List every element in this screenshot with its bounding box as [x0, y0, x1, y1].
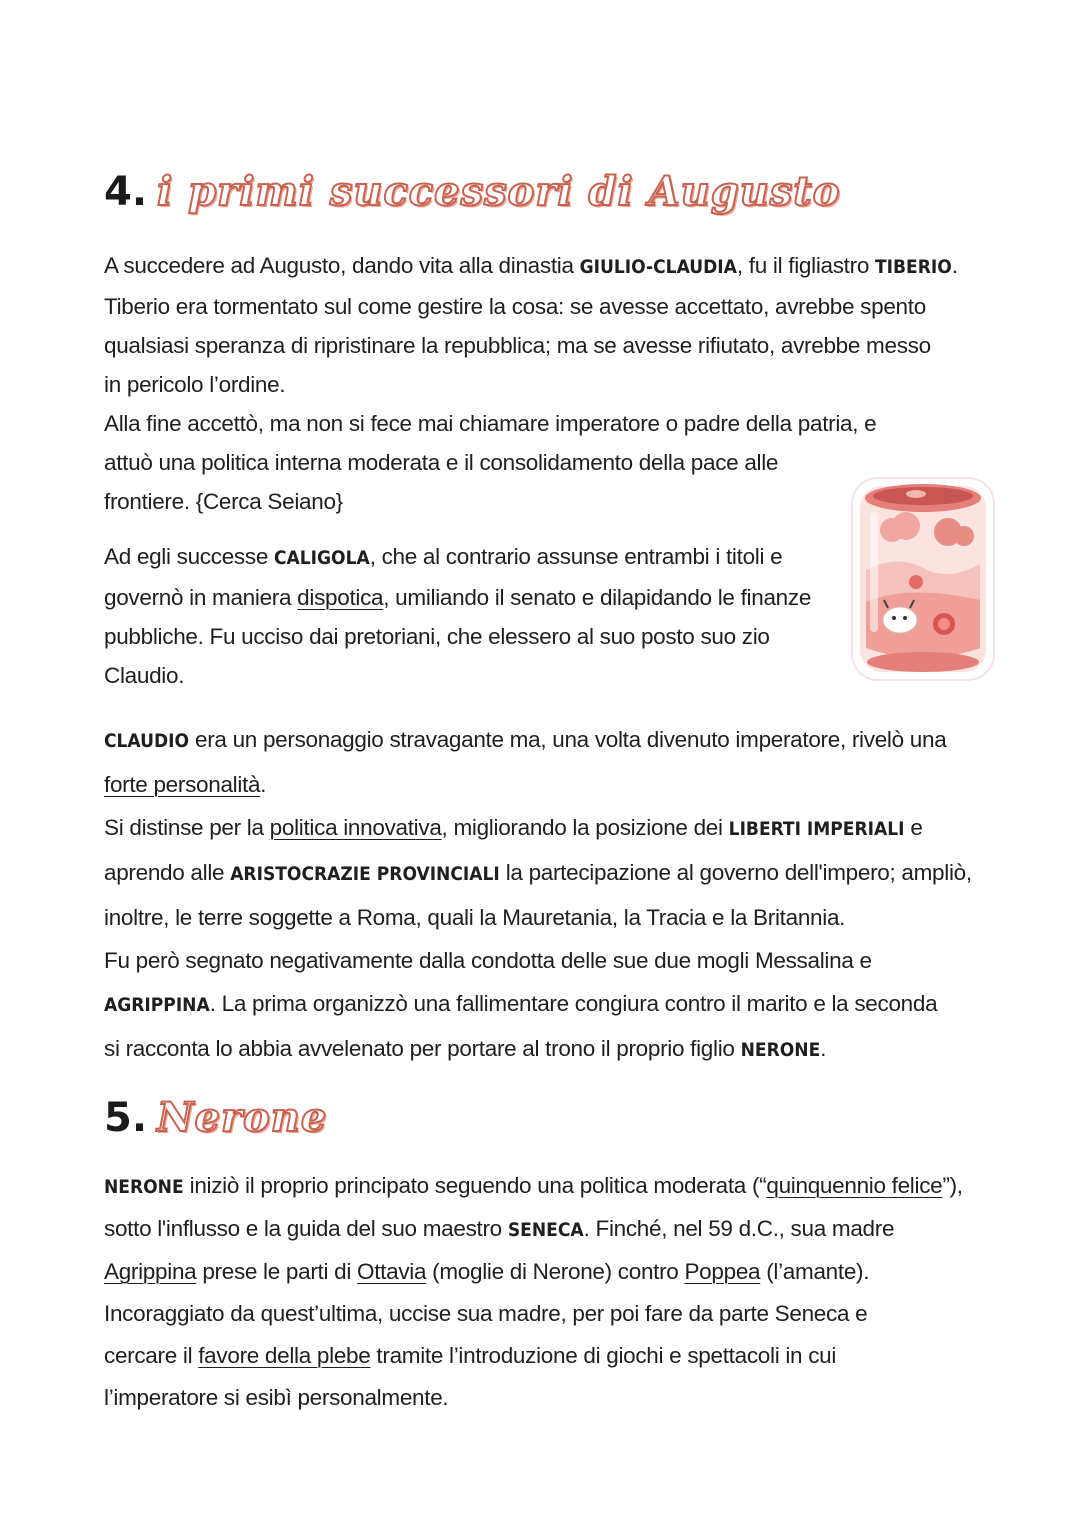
text-line: l’imperatore si esibì personalmente. [104, 1385, 449, 1410]
text-line [104, 982, 984, 1027]
text-line: frontiere. {Cerca Seiano} [104, 489, 343, 514]
text: , migliorando la posizione dei [441, 815, 729, 840]
text: era un personaggio stravagante ma, una volta divenuto imperatore, rivelò una [189, 727, 947, 752]
text: A succedere ad Augusto, dando vita alla dinastia [104, 253, 580, 278]
keyword-tiberio: TIBERIO [875, 256, 952, 278]
section-5-title: Nerone [157, 1094, 328, 1141]
underlined-politica-innovativa: politica innovativa [269, 815, 442, 840]
text-line: Claudio. [104, 663, 185, 688]
text-line [104, 763, 984, 806]
text: ”), [942, 1173, 963, 1198]
section-4-number: 4. [104, 169, 148, 215]
keyword-claudio: CLAUDIO [104, 730, 190, 752]
underlined-dispotica: dispotica [297, 585, 384, 610]
text: prese le parti di [196, 1259, 358, 1284]
underlined-quinquennio-felice: quinquennio felice [766, 1173, 943, 1198]
keyword-caligola: CALIGOLA [274, 547, 370, 569]
text: si racconta lo abbia avvelenato per portare al trono il proprio figlio [104, 1036, 741, 1061]
underlined-forte-personalita: forte personalità [104, 772, 261, 797]
underlined-favore-della-plebe: favore della plebe [198, 1343, 371, 1368]
text-line: Tiberio era tormentato sul come gestire la cosa: se avesse accettato, avrebbe spento [104, 294, 926, 319]
underlined-agrippina: Agrippina [104, 1259, 197, 1284]
section-5-heading [104, 1094, 327, 1141]
text: iniziò il proprio principato seguendo una politica moderata (“ [183, 1173, 767, 1198]
text-line [104, 537, 834, 578]
text-line [104, 1165, 984, 1208]
text-line: inoltre, le terre soggette a Roma, quali la Mauretania, la Tracia e la Britannia. [104, 905, 846, 930]
section-5-number: 5. [104, 1095, 148, 1141]
text-line: in pericolo l’ordine. [104, 372, 286, 397]
text: , che al contrario assunse entrambi i titoli e [369, 544, 783, 569]
paragraph-nerone [104, 1165, 984, 1419]
text-line: attuò una politica interna moderata e il consolidamento della pace alle [104, 450, 779, 475]
text-line [104, 851, 984, 896]
text: . Finché, nel 59 d.C., sua madre [583, 1216, 895, 1241]
text: tramite l’introduzione di giochi e spettacoli in cui [370, 1343, 837, 1368]
keyword-aristocrazie-provinciali: ARISTOCRAZIE PROVINCIALI [230, 863, 500, 885]
text: sotto l'influsso e la guida del suo maestro [104, 1216, 508, 1241]
text-line [104, 1208, 984, 1251]
text: . [951, 253, 958, 278]
soda-can-sticker-icon [848, 472, 998, 684]
text-line [104, 1251, 984, 1293]
text-line: Alla fine accettò, ma non si fece mai chiamare imperatore o padre della patria, e [104, 411, 877, 436]
text: . [260, 772, 267, 797]
underlined-poppea: Poppea [684, 1259, 761, 1284]
keyword-giulio-claudia: GIULIO-CLAUDIA [579, 256, 737, 278]
text-line [104, 806, 984, 851]
paragraph-claudio [104, 718, 984, 1072]
text-line [104, 1335, 984, 1377]
text: . [820, 1036, 827, 1061]
paragraph-caligola [104, 537, 834, 695]
text: Si distinse per la [104, 815, 270, 840]
text: la partecipazione al governo dell'impero; ampliò, [499, 860, 972, 885]
text: aprendo alle [104, 860, 231, 885]
section-4-heading [104, 168, 840, 215]
text: e [904, 815, 923, 840]
text-line: pubbliche. Fu ucciso dai pretoriani, che elessero al suo posto suo zio [104, 624, 770, 649]
keyword-agrippina: AGRIPPINA [104, 994, 210, 1016]
text: governò in maniera [104, 585, 298, 610]
text-line: qualsiasi speranza di ripristinare la repubblica; ma se avesse rifiutato, avrebbe messo [104, 333, 931, 358]
underlined-ottavia: Ottavia [357, 1259, 427, 1284]
keyword-nerone: NERONE [740, 1039, 821, 1061]
text: , umiliando il senato e dilapidando le finanze [383, 585, 812, 610]
text-line [104, 1027, 984, 1072]
section-4-title: i primi successori di Augusto [157, 168, 841, 215]
text: (l’amante). [760, 1259, 870, 1284]
text-line [104, 718, 984, 763]
keyword-nerone: NERONE [104, 1176, 184, 1198]
text: cercare il [104, 1343, 199, 1368]
text-line: Incoraggiato da quest’ultima, uccise sua madre, per poi fare da parte Seneca e [104, 1301, 868, 1326]
text: . La prima organizzò una fallimentare congiura contro il marito e la seconda [209, 991, 938, 1016]
text: (moglie di Nerone) contro [426, 1259, 685, 1284]
keyword-liberti-imperiali: LIBERTI IMPERIALI [728, 818, 905, 840]
text-line: Fu però segnato negativamente dalla condotta delle sue due mogli Messalina e [104, 948, 872, 973]
keyword-seneca: SENECA [507, 1219, 584, 1241]
text: Ad egli successe [104, 544, 274, 569]
text-line [104, 246, 984, 287]
text-line [104, 578, 834, 617]
text: , fu il figliastro [736, 253, 875, 278]
